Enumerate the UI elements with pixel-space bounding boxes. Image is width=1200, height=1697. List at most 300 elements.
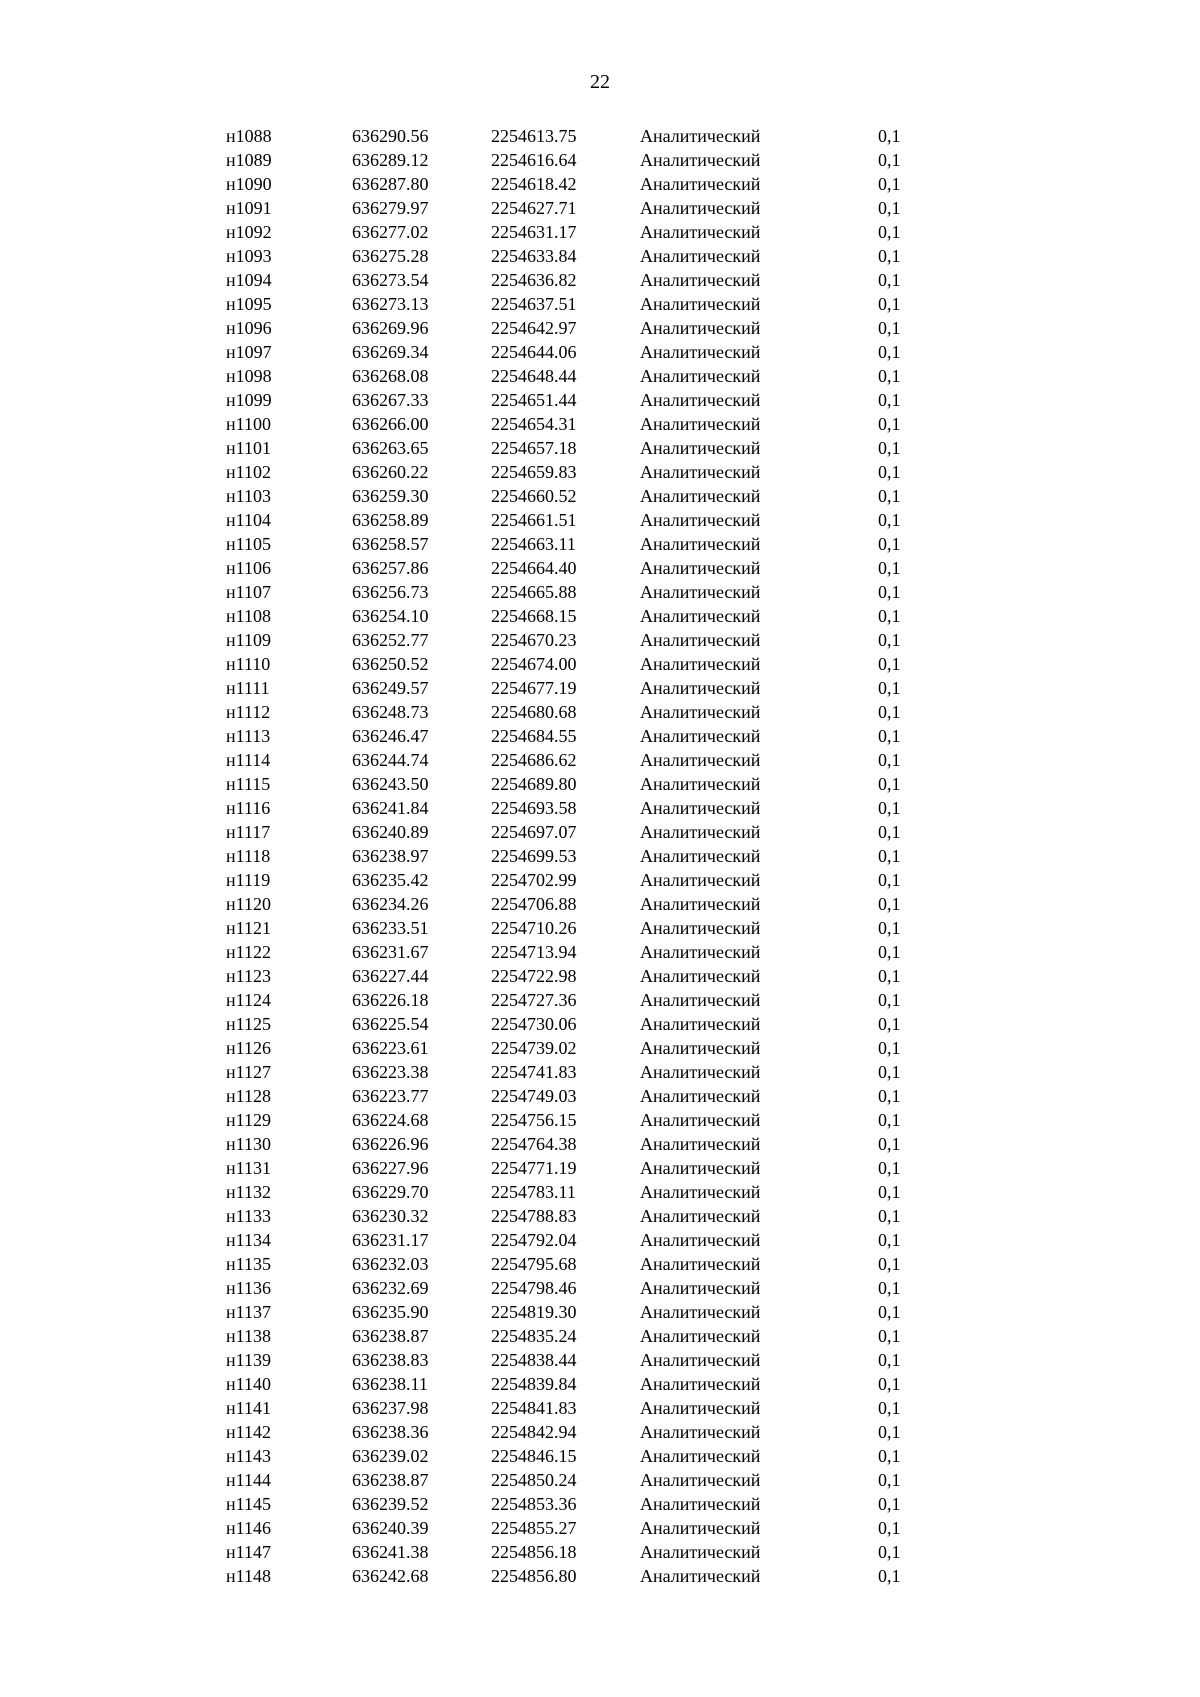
accuracy: 0,1: [878, 1542, 901, 1562]
point-name: н1101: [226, 438, 271, 458]
coordinate-y: 2254670.23: [491, 630, 577, 650]
coordinate-x: 636229.70: [352, 1182, 429, 1202]
table-row: [0, 1420, 1200, 1444]
accuracy: 0,1: [878, 438, 901, 458]
point-name: н1126: [226, 1038, 271, 1058]
table-row: [0, 988, 1200, 1012]
coordinate-x: 636267.33: [352, 390, 429, 410]
coordinate-y: 2254749.03: [491, 1086, 577, 1106]
method: Аналитический: [640, 654, 761, 674]
accuracy: 0,1: [878, 1110, 901, 1130]
point-name: н1116: [226, 798, 271, 818]
table-row: [0, 1396, 1200, 1420]
table-row: [0, 532, 1200, 556]
table-row: [0, 628, 1200, 652]
coordinate-x: 636239.02: [352, 1446, 429, 1466]
point-name: н1098: [226, 366, 272, 386]
coordinate-x: 636289.12: [352, 150, 429, 170]
coordinate-y: 2254631.17: [491, 222, 577, 242]
coordinate-x: 636238.87: [352, 1326, 429, 1346]
coordinate-x: 636259.30: [352, 486, 429, 506]
method: Аналитический: [640, 750, 761, 770]
coordinate-y: 2254660.52: [491, 486, 577, 506]
coordinate-y: 2254616.64: [491, 150, 577, 170]
coordinate-x: 636287.80: [352, 174, 429, 194]
coordinate-x: 636256.73: [352, 582, 429, 602]
coordinate-y: 2254677.19: [491, 678, 577, 698]
point-name: н1136: [226, 1278, 271, 1298]
coordinate-y: 2254756.15: [491, 1110, 577, 1130]
point-name: н1140: [226, 1374, 271, 1394]
coordinate-x: 636269.96: [352, 318, 429, 338]
table-row: [0, 292, 1200, 316]
coordinate-x: 636257.86: [352, 558, 429, 578]
table-row: [0, 1300, 1200, 1324]
table-row: [0, 1444, 1200, 1468]
point-name: н1141: [226, 1398, 271, 1418]
coordinate-x: 636239.52: [352, 1494, 429, 1514]
coordinate-x: 636224.68: [352, 1110, 429, 1130]
coordinate-y: 2254846.15: [491, 1446, 577, 1466]
method: Аналитический: [640, 342, 761, 362]
accuracy: 0,1: [878, 198, 901, 218]
method: Аналитический: [640, 822, 761, 842]
table-row: [0, 916, 1200, 940]
point-name: н1142: [226, 1422, 271, 1442]
method: Аналитический: [640, 246, 761, 266]
table-row: [0, 1204, 1200, 1228]
table-row: [0, 1228, 1200, 1252]
point-name: н1090: [226, 174, 272, 194]
method: Аналитический: [640, 1566, 761, 1586]
table-row: [0, 1108, 1200, 1132]
accuracy: 0,1: [878, 990, 901, 1010]
coordinate-y: 2254835.24: [491, 1326, 577, 1346]
accuracy: 0,1: [878, 702, 901, 722]
method: Аналитический: [640, 1518, 761, 1538]
coordinate-x: 636250.52: [352, 654, 429, 674]
table-row: [0, 460, 1200, 484]
accuracy: 0,1: [878, 1326, 901, 1346]
table-row: [0, 676, 1200, 700]
point-name: н1125: [226, 1014, 271, 1034]
coordinate-y: 2254783.11: [491, 1182, 576, 1202]
coordinate-x: 636240.39: [352, 1518, 429, 1538]
coordinate-y: 2254686.62: [491, 750, 577, 770]
table-row: [0, 1156, 1200, 1180]
coordinate-x: 636238.97: [352, 846, 429, 866]
table-row: [0, 148, 1200, 172]
accuracy: 0,1: [878, 534, 901, 554]
table-row: [0, 604, 1200, 628]
accuracy: 0,1: [878, 1374, 901, 1394]
table-row: [0, 1372, 1200, 1396]
table-row: [0, 556, 1200, 580]
accuracy: 0,1: [878, 726, 901, 746]
coordinate-x: 636240.89: [352, 822, 429, 842]
accuracy: 0,1: [878, 1302, 901, 1322]
page-number: 22: [590, 71, 610, 93]
coordinate-x: 636248.73: [352, 702, 429, 722]
coordinate-y: 2254764.38: [491, 1134, 577, 1154]
coordinate-y: 2254663.11: [491, 534, 576, 554]
method: Аналитический: [640, 150, 761, 170]
method: Аналитический: [640, 702, 761, 722]
point-name: н1135: [226, 1254, 271, 1274]
table-row: [0, 412, 1200, 436]
method: Аналитический: [640, 462, 761, 482]
coordinate-x: 636242.68: [352, 1566, 429, 1586]
coordinate-x: 636227.44: [352, 966, 429, 986]
accuracy: 0,1: [878, 1038, 901, 1058]
coordinate-y: 2254613.75: [491, 126, 577, 146]
table-row: [0, 868, 1200, 892]
table-row: [0, 1324, 1200, 1348]
method: Аналитический: [640, 726, 761, 746]
point-name: н1113: [226, 726, 271, 746]
coordinate-y: 2254665.88: [491, 582, 577, 602]
accuracy: 0,1: [878, 558, 901, 578]
coordinate-y: 2254710.26: [491, 918, 577, 938]
method: Аналитический: [640, 630, 761, 650]
method: Аналитический: [640, 222, 761, 242]
coordinate-y: 2254841.83: [491, 1398, 577, 1418]
accuracy: 0,1: [878, 414, 901, 434]
method: Аналитический: [640, 1494, 761, 1514]
coordinate-x: 636238.87: [352, 1470, 429, 1490]
coordinate-y: 2254788.83: [491, 1206, 577, 1226]
table-row: [0, 940, 1200, 964]
accuracy: 0,1: [878, 462, 901, 482]
table-row: [0, 1348, 1200, 1372]
point-name: н1088: [226, 126, 272, 146]
point-name: н1100: [226, 414, 271, 434]
method: Аналитический: [640, 1254, 761, 1274]
table-row: [0, 748, 1200, 772]
coordinate-y: 2254651.44: [491, 390, 577, 410]
method: Аналитический: [640, 1326, 761, 1346]
coordinate-x: 636290.56: [352, 126, 429, 146]
coordinate-y: 2254739.02: [491, 1038, 577, 1058]
table-row: [0, 1252, 1200, 1276]
accuracy: 0,1: [878, 1470, 901, 1490]
coordinate-x: 636223.38: [352, 1062, 429, 1082]
accuracy: 0,1: [878, 654, 901, 674]
table-row: [0, 724, 1200, 748]
method: Аналитический: [640, 1446, 761, 1466]
point-name: н1120: [226, 894, 271, 914]
point-name: н1103: [226, 486, 271, 506]
table-row: [0, 1564, 1200, 1588]
coordinate-x: 636231.17: [352, 1230, 429, 1250]
method: Аналитический: [640, 870, 761, 890]
method: Аналитический: [640, 1470, 761, 1490]
table-row: [0, 436, 1200, 460]
point-name: н1095: [226, 294, 272, 314]
method: Аналитический: [640, 1206, 761, 1226]
coordinate-y: 2254684.55: [491, 726, 577, 746]
method: Аналитический: [640, 270, 761, 290]
accuracy: 0,1: [878, 1086, 901, 1106]
point-name: н1123: [226, 966, 271, 986]
coordinate-y: 2254661.51: [491, 510, 577, 530]
coordinate-x: 636230.32: [352, 1206, 429, 1226]
coordinate-x: 636260.22: [352, 462, 429, 482]
point-name: н1112: [226, 702, 271, 722]
coordinate-y: 2254856.18: [491, 1542, 577, 1562]
method: Аналитический: [640, 1158, 761, 1178]
accuracy: 0,1: [878, 1398, 901, 1418]
method: Аналитический: [640, 558, 761, 578]
point-name: н1137: [226, 1302, 271, 1322]
coordinate-y: 2254819.30: [491, 1302, 577, 1322]
method: Аналитический: [640, 534, 761, 554]
point-name: н1115: [226, 774, 271, 794]
point-name: н1146: [226, 1518, 271, 1538]
coordinate-x: 636263.65: [352, 438, 429, 458]
point-name: н1110: [226, 654, 271, 674]
table-row: [0, 1468, 1200, 1492]
coordinate-y: 2254850.24: [491, 1470, 577, 1490]
point-name: н1109: [226, 630, 271, 650]
table-row: [0, 796, 1200, 820]
coordinate-y: 2254699.53: [491, 846, 577, 866]
accuracy: 0,1: [878, 1518, 901, 1538]
accuracy: 0,1: [878, 606, 901, 626]
point-name: н1144: [226, 1470, 271, 1490]
coordinate-x: 636232.03: [352, 1254, 429, 1274]
method: Аналитический: [640, 126, 761, 146]
coordinate-x: 636246.47: [352, 726, 429, 746]
table-row: [0, 196, 1200, 220]
accuracy: 0,1: [878, 894, 901, 914]
coordinate-x: 636223.77: [352, 1086, 429, 1106]
coordinate-x: 636249.57: [352, 678, 429, 698]
method: Аналитический: [640, 294, 761, 314]
point-name: н1139: [226, 1350, 271, 1370]
coordinate-y: 2254648.44: [491, 366, 577, 386]
accuracy: 0,1: [878, 318, 901, 338]
coordinate-y: 2254637.51: [491, 294, 577, 314]
accuracy: 0,1: [878, 798, 901, 818]
coordinate-y: 2254633.84: [491, 246, 577, 266]
point-name: н1145: [226, 1494, 271, 1514]
point-name: н1102: [226, 462, 271, 482]
point-name: н1114: [226, 750, 271, 770]
point-name: н1129: [226, 1110, 271, 1130]
accuracy: 0,1: [878, 1182, 901, 1202]
accuracy: 0,1: [878, 630, 901, 650]
method: Аналитический: [640, 510, 761, 530]
table-row: [0, 484, 1200, 508]
point-name: н1131: [226, 1158, 271, 1178]
point-name: н1124: [226, 990, 271, 1010]
accuracy: 0,1: [878, 774, 901, 794]
coordinate-x: 636273.54: [352, 270, 429, 290]
point-name: н1108: [226, 606, 271, 626]
coordinate-x: 636226.18: [352, 990, 429, 1010]
accuracy: 0,1: [878, 294, 901, 314]
point-name: н1099: [226, 390, 272, 410]
method: Аналитический: [640, 414, 761, 434]
point-name: н1133: [226, 1206, 271, 1226]
coordinate-x: 636275.28: [352, 246, 429, 266]
accuracy: 0,1: [878, 1494, 901, 1514]
coordinate-x: 636268.08: [352, 366, 429, 386]
accuracy: 0,1: [878, 150, 901, 170]
point-name: н1122: [226, 942, 271, 962]
table-row: [0, 316, 1200, 340]
accuracy: 0,1: [878, 246, 901, 266]
coordinate-y: 2254853.36: [491, 1494, 577, 1514]
table-row: [0, 1492, 1200, 1516]
method: Аналитический: [640, 486, 761, 506]
table-row: [0, 364, 1200, 388]
point-name: н1093: [226, 246, 272, 266]
coordinate-y: 2254839.84: [491, 1374, 577, 1394]
coordinate-y: 2254727.36: [491, 990, 577, 1010]
table-row: [0, 1036, 1200, 1060]
method: Аналитический: [640, 390, 761, 410]
coordinate-y: 2254741.83: [491, 1062, 577, 1082]
point-name: н1107: [226, 582, 271, 602]
table-row: [0, 1012, 1200, 1036]
point-name: н1130: [226, 1134, 271, 1154]
accuracy: 0,1: [878, 510, 901, 530]
method: Аналитический: [640, 942, 761, 962]
table-row: [0, 964, 1200, 988]
coordinate-x: 636226.96: [352, 1134, 429, 1154]
method: Аналитический: [640, 1014, 761, 1034]
table-row: [0, 388, 1200, 412]
coordinate-y: 2254654.31: [491, 414, 577, 434]
coordinate-y: 2254664.40: [491, 558, 577, 578]
method: Аналитический: [640, 990, 761, 1010]
point-name: н1128: [226, 1086, 271, 1106]
method: Аналитический: [640, 174, 761, 194]
accuracy: 0,1: [878, 1158, 901, 1178]
method: Аналитический: [640, 1398, 761, 1418]
coordinate-y: 2254693.58: [491, 798, 577, 818]
table-row: [0, 1132, 1200, 1156]
point-name: н1138: [226, 1326, 271, 1346]
method: Аналитический: [640, 966, 761, 986]
coordinate-x: 636225.54: [352, 1014, 429, 1034]
accuracy: 0,1: [878, 342, 901, 362]
accuracy: 0,1: [878, 750, 901, 770]
table-row: [0, 220, 1200, 244]
table-row: [0, 172, 1200, 196]
coordinate-x: 636258.57: [352, 534, 429, 554]
accuracy: 0,1: [878, 1014, 901, 1034]
point-name: н1096: [226, 318, 272, 338]
coordinates-table: [0, 124, 1200, 1588]
coordinate-x: 636235.90: [352, 1302, 429, 1322]
accuracy: 0,1: [878, 174, 901, 194]
method: Аналитический: [640, 1350, 761, 1370]
method: Аналитический: [640, 678, 761, 698]
coordinate-y: 2254618.42: [491, 174, 577, 194]
accuracy: 0,1: [878, 846, 901, 866]
coordinate-x: 636235.42: [352, 870, 429, 890]
coordinate-x: 636244.74: [352, 750, 429, 770]
coordinate-x: 636227.96: [352, 1158, 429, 1178]
coordinate-y: 2254706.88: [491, 894, 577, 914]
accuracy: 0,1: [878, 678, 901, 698]
coordinate-x: 636238.11: [352, 1374, 428, 1394]
point-name: н1134: [226, 1230, 271, 1250]
method: Аналитический: [640, 606, 761, 626]
accuracy: 0,1: [878, 486, 901, 506]
coordinate-x: 636238.83: [352, 1350, 429, 1370]
table-row: [0, 580, 1200, 604]
accuracy: 0,1: [878, 1278, 901, 1298]
method: Аналитический: [640, 846, 761, 866]
coordinate-x: 636237.98: [352, 1398, 429, 1418]
method: Аналитический: [640, 366, 761, 386]
method: Аналитический: [640, 1422, 761, 1442]
point-name: н1092: [226, 222, 272, 242]
table-row: [0, 340, 1200, 364]
coordinate-x: 636279.97: [352, 198, 429, 218]
coordinate-x: 636277.02: [352, 222, 429, 242]
method: Аналитический: [640, 198, 761, 218]
method: Аналитический: [640, 774, 761, 794]
table-row: [0, 1180, 1200, 1204]
coordinate-y: 2254856.80: [491, 1566, 577, 1586]
method: Аналитический: [640, 918, 761, 938]
point-name: н1097: [226, 342, 272, 362]
accuracy: 0,1: [878, 1230, 901, 1250]
point-name: н1091: [226, 198, 272, 218]
coordinate-y: 2254674.00: [491, 654, 577, 674]
method: Аналитический: [640, 1374, 761, 1394]
point-name: н1121: [226, 918, 271, 938]
coordinate-x: 636252.77: [352, 630, 429, 650]
accuracy: 0,1: [878, 366, 901, 386]
accuracy: 0,1: [878, 942, 901, 962]
coordinate-y: 2254795.68: [491, 1254, 577, 1274]
method: Аналитический: [640, 1542, 761, 1562]
accuracy: 0,1: [878, 270, 901, 290]
coordinate-y: 2254798.46: [491, 1278, 577, 1298]
coordinate-y: 2254627.71: [491, 198, 577, 218]
accuracy: 0,1: [878, 870, 901, 890]
coordinate-x: 636258.89: [352, 510, 429, 530]
accuracy: 0,1: [878, 1350, 901, 1370]
table-row: [0, 508, 1200, 532]
coordinate-y: 2254642.97: [491, 318, 577, 338]
accuracy: 0,1: [878, 1446, 901, 1466]
coordinate-y: 2254855.27: [491, 1518, 577, 1538]
coordinate-y: 2254689.80: [491, 774, 577, 794]
coordinate-x: 636241.84: [352, 798, 429, 818]
accuracy: 0,1: [878, 822, 901, 842]
method: Аналитический: [640, 894, 761, 914]
coordinate-x: 636238.36: [352, 1422, 429, 1442]
coordinate-x: 636269.34: [352, 342, 429, 362]
accuracy: 0,1: [878, 1062, 901, 1082]
coordinate-y: 2254722.98: [491, 966, 577, 986]
method: Аналитический: [640, 1278, 761, 1298]
point-name: н1106: [226, 558, 271, 578]
point-name: н1148: [226, 1566, 271, 1586]
coordinate-y: 2254771.19: [491, 1158, 577, 1178]
accuracy: 0,1: [878, 390, 901, 410]
table-row: [0, 652, 1200, 676]
coordinate-y: 2254838.44: [491, 1350, 577, 1370]
coordinate-y: 2254697.07: [491, 822, 577, 842]
